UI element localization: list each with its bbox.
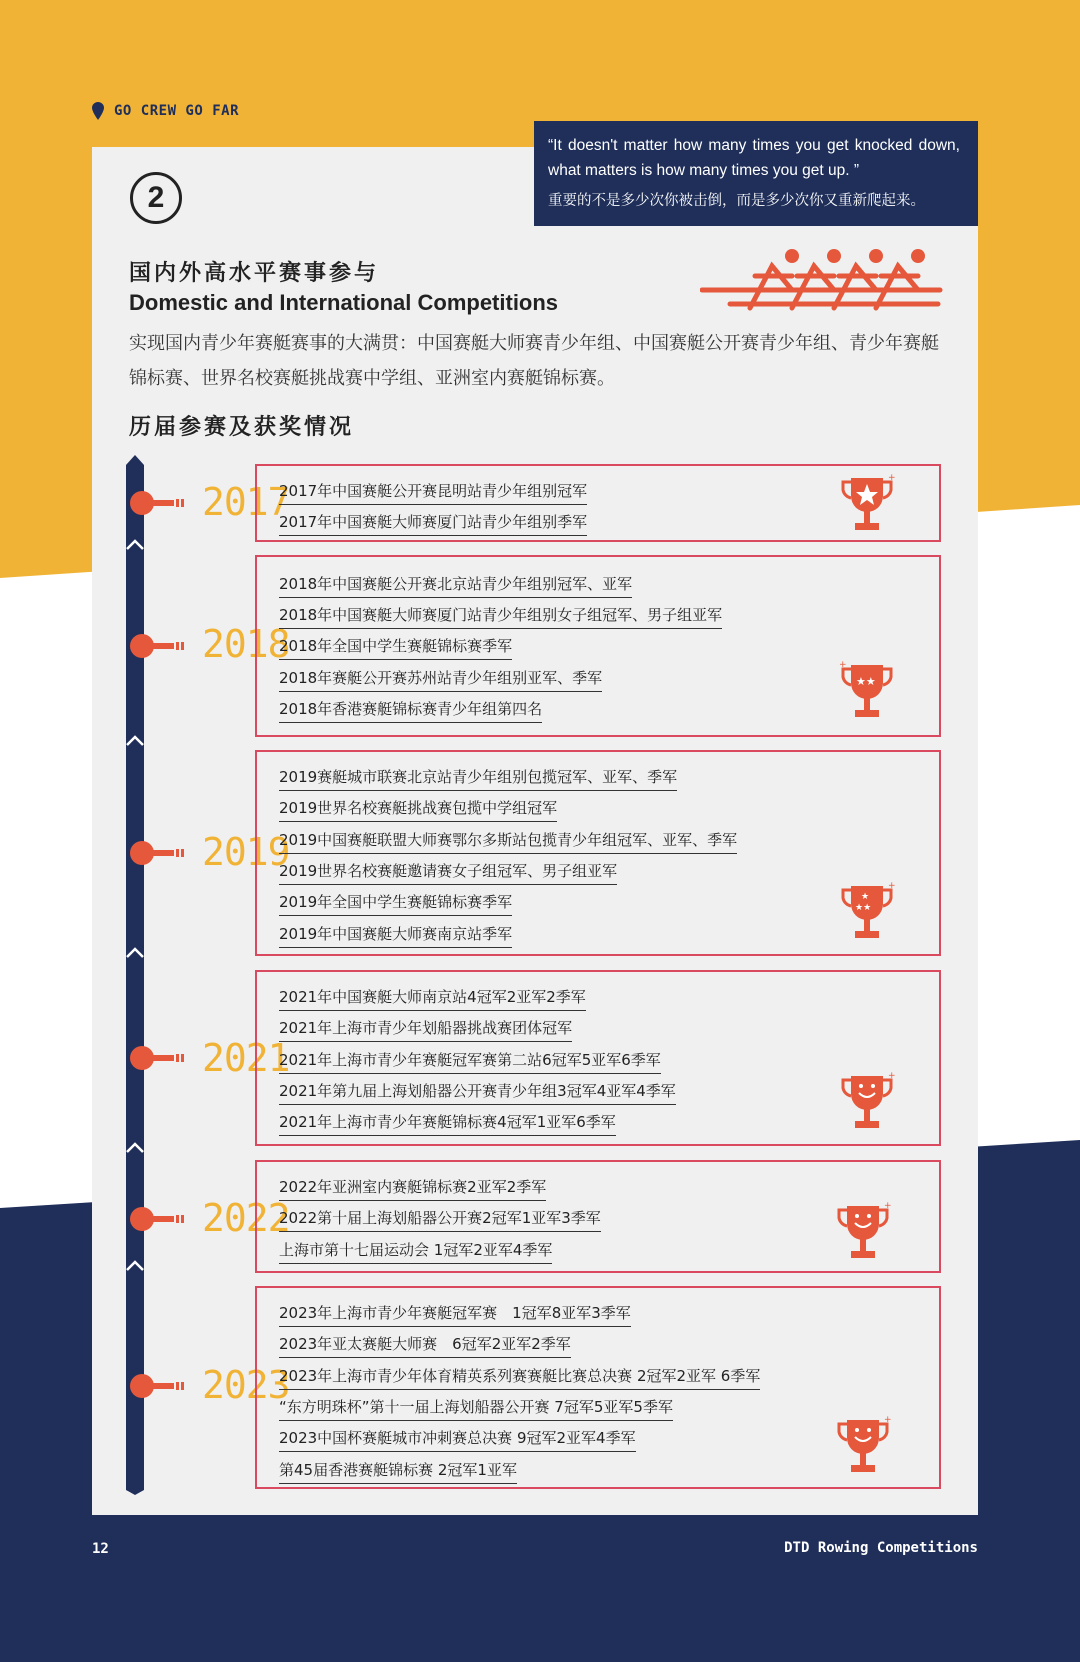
- award-item: “东方明珠杯”第十一届上海划船器公开赛 7冠军5亚军5季军: [279, 1396, 673, 1421]
- year-box-2018: [255, 555, 941, 737]
- award-item: 2022年亚洲室内赛艇锦标赛2亚军2季军: [279, 1176, 546, 1201]
- award-item: 2023年亚太赛艇大师赛 6冠军2亚军2季军: [279, 1333, 571, 1358]
- star-trophy-icon: [837, 474, 897, 538]
- award-item: 2017年中国赛艇公开赛昆明站青少年组别冠军: [279, 480, 587, 505]
- awards-subtitle: 历届参赛及获奖情况: [129, 415, 355, 440]
- year-label: 2017: [202, 480, 290, 524]
- two-star-trophy-icon: [837, 661, 897, 725]
- award-item: 2021年第九届上海划船器公开赛青少年组3冠军4亚军4季军: [279, 1080, 676, 1105]
- award-item: 2018年中国赛艇大师赛厦门站青少年组别女子组冠军、男子组亚军: [279, 604, 722, 629]
- award-item: 2018年全国中学生赛艇锦标赛季军: [279, 635, 512, 660]
- quote-box: [534, 121, 978, 226]
- year-label: 2019: [202, 830, 290, 874]
- award-item: 2019世界名校赛艇挑战赛包揽中学组冠军: [279, 797, 557, 822]
- year-label: 2022: [202, 1196, 290, 1240]
- year-box-2019: [255, 750, 941, 956]
- year-box-2023: [255, 1286, 941, 1489]
- section-number: 2: [130, 172, 182, 224]
- year-label: 2021: [202, 1036, 290, 1080]
- timeline-marker: [128, 1043, 188, 1073]
- timeline-marker: [128, 488, 188, 518]
- year-box-2021: [255, 970, 941, 1146]
- svg-text:+: +: [839, 661, 847, 670]
- rowing-crew-icon: [700, 248, 945, 316]
- page-number: 12: [92, 1541, 109, 1557]
- year-box-2022: [255, 1160, 941, 1273]
- timeline-marker: [128, 631, 188, 661]
- quote-chinese: 重要的不是多少次你被击倒，而是多少次你又重新爬起来。: [548, 193, 925, 209]
- intro-paragraph: 实现国内青少年赛艇赛事的大满贯：中国赛艇大师赛青少年组、中国赛艇公开赛青少年组、青少年赛艇锦标赛、世界名校赛艇挑战赛中学组、亚洲室内赛艇锦标赛。: [129, 333, 939, 389]
- award-item: 2019世界名校赛艇邀请赛女子组冠军、男子组亚军: [279, 860, 617, 885]
- award-item: 第45届香港赛艇锦标赛 2冠军1亚军: [279, 1459, 517, 1484]
- year-label: 2023: [202, 1363, 290, 1407]
- award-item: 2023中国杯赛艇城市冲刺赛总决赛 9冠军2亚军4季军: [279, 1427, 636, 1452]
- header-tag: [92, 102, 239, 120]
- svg-text:+: +: [888, 882, 896, 891]
- year-label: 2018: [202, 622, 290, 666]
- svg-text:+: +: [884, 1202, 892, 1211]
- award-item: 2022第十届上海划船器公开赛2冠军1亚军3季军: [279, 1207, 601, 1232]
- award-item: 2019年全国中学生赛艇锦标赛季军: [279, 891, 512, 916]
- section-title-chinese: 国内外高水平赛事参与: [129, 261, 380, 286]
- award-item: 2018年香港赛艇锦标赛青少年组第四名: [279, 698, 542, 723]
- svg-text:★★: ★★: [855, 903, 872, 913]
- footer-title: DTD Rowing Competitions: [784, 1540, 978, 1556]
- svg-text:+: +: [884, 1416, 892, 1425]
- award-item: 2019中国赛艇联盟大师赛鄂尔多斯站包揽青少年组冠军、亚军、季军: [279, 829, 737, 854]
- award-item: 2021年上海市青少年赛艇冠军赛第二站6冠军5亚军6季军: [279, 1049, 661, 1074]
- header-tag-text: GO CREW GO FAR: [114, 103, 240, 119]
- smile-trophy-icon: [833, 1202, 893, 1266]
- location-pin-icon: [92, 102, 104, 120]
- year-box-2017: [255, 464, 941, 542]
- award-item: 2023年上海市青少年体育精英系列赛赛艇比赛总决赛 2冠军2亚军 6季军: [279, 1365, 760, 1390]
- quote-english: “It doesn't matter how many times you get knocked down, what matters is how many times you get up. ”: [548, 137, 960, 179]
- award-item: 2021年中国赛艇大师南京站4冠军2亚军2季军: [279, 986, 586, 1011]
- section-title-english: Domestic and International Competitions: [129, 290, 559, 315]
- award-item: 2021年上海市青少年赛艇锦标赛4冠军1亚军6季军: [279, 1111, 616, 1136]
- timeline-marker: [128, 838, 188, 868]
- award-item: 上海市第十七届运动会 1冠军2亚军4季军: [279, 1239, 552, 1264]
- award-item: 2023年上海市青少年赛艇冠军赛 1冠军8亚军3季军: [279, 1302, 631, 1327]
- award-item: 2017年中国赛艇大师赛厦门站青少年组别季军: [279, 511, 587, 536]
- svg-text:★: ★: [861, 892, 870, 902]
- award-item: 2021年上海市青少年划船器挑战赛团体冠军: [279, 1017, 572, 1042]
- svg-text:+: +: [888, 1072, 896, 1081]
- svg-text:+: +: [888, 474, 896, 483]
- timeline-marker: [128, 1371, 188, 1401]
- timeline-marker: [128, 1204, 188, 1234]
- award-item: 2019赛艇城市联赛北京站青少年组别包揽冠军、亚军、季军: [279, 766, 677, 791]
- award-item: 2018年中国赛艇公开赛北京站青少年组别冠军、亚军: [279, 573, 632, 598]
- svg-text:★★: ★★: [856, 675, 876, 688]
- award-item: 2019年中国赛艇大师赛南京站季军: [279, 923, 512, 948]
- smile-trophy-icon: [833, 1416, 893, 1480]
- smile-trophy-icon: [837, 1072, 897, 1136]
- award-item: 2018年赛艇公开赛苏州站青少年组别亚军、季军: [279, 667, 602, 692]
- three-star-trophy-icon: [837, 882, 897, 946]
